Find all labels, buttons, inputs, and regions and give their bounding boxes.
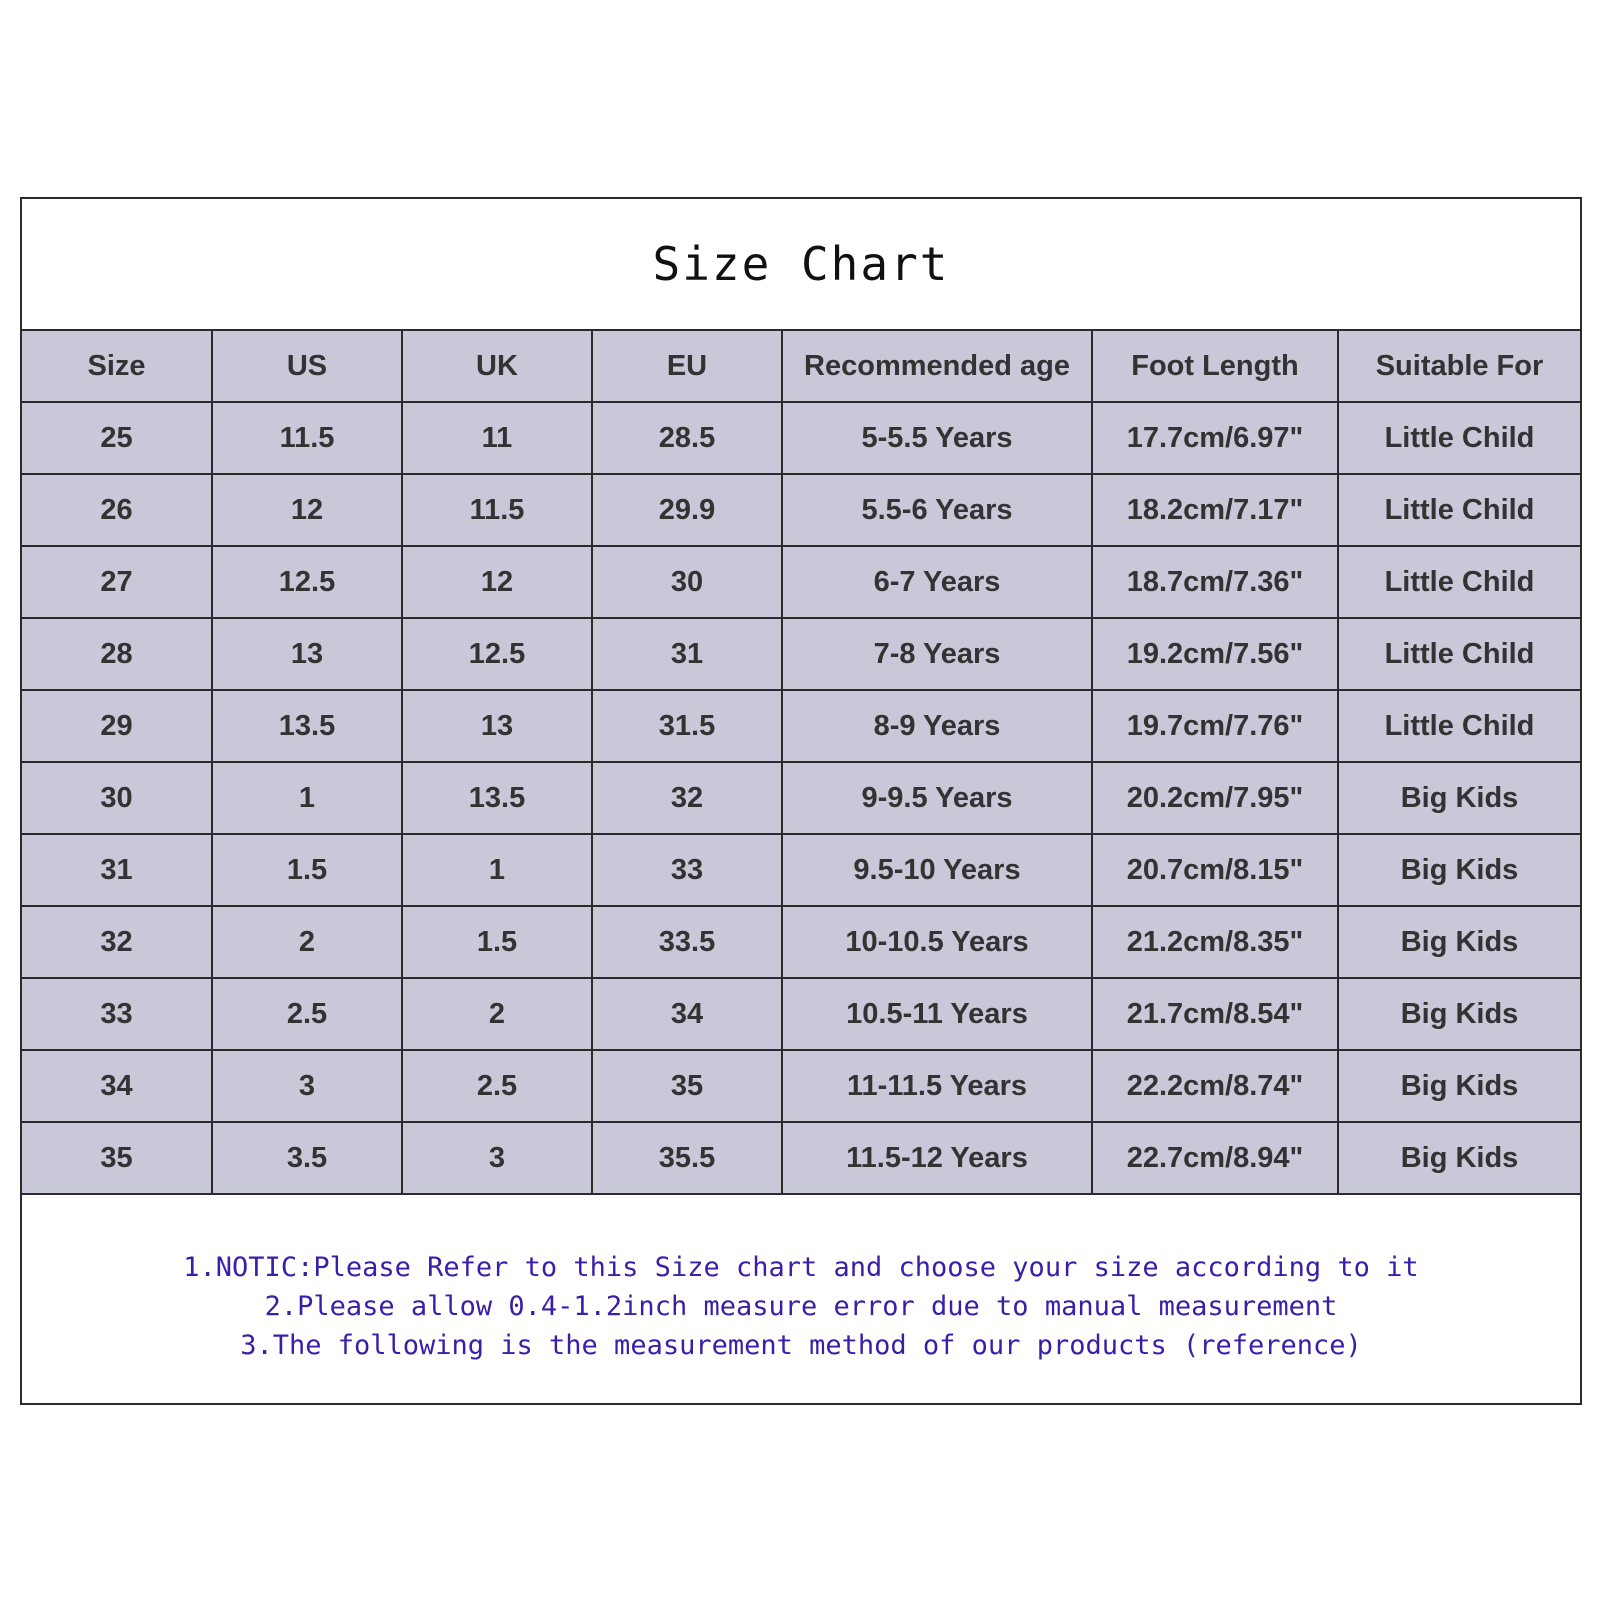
column-header: EU [592,330,782,402]
table-cell: Little Child [1338,402,1580,474]
table-cell: 21.7cm/8.54" [1092,978,1338,1050]
table-cell: 12 [212,474,402,546]
table-cell: 11.5 [402,474,592,546]
table-cell: 12.5 [402,618,592,690]
table-row [22,690,1580,762]
table-cell: 2 [402,978,592,1050]
table-cell: 8-9 Years [782,690,1092,762]
table-cell: 20.2cm/7.95" [1092,762,1338,834]
header-row [22,330,1580,402]
table-cell: 11 [402,402,592,474]
table-row [22,978,1580,1050]
table-cell: Big Kids [1338,834,1580,906]
table-cell: 12 [402,546,592,618]
notes [22,1248,1580,1365]
table-cell: 28.5 [592,402,782,474]
table-cell: 7-8 Years [782,618,1092,690]
table-cell: 33 [22,978,212,1050]
column-header: UK [402,330,592,402]
table-row [22,1050,1580,1122]
table-cell: 31 [22,834,212,906]
table-cell: 33 [592,834,782,906]
table-row [22,1122,1580,1194]
table-cell: 11-11.5 Years [782,1050,1092,1122]
column-header: Size [22,330,212,402]
table-cell: 25 [22,402,212,474]
table-cell: 33.5 [592,906,782,978]
table-cell: 10-10.5 Years [782,906,1092,978]
table-cell: Big Kids [1338,1122,1580,1194]
table-cell: Little Child [1338,546,1580,618]
table-cell: Little Child [1338,618,1580,690]
table-cell: 27 [22,546,212,618]
size-table [22,329,1580,1195]
note-2: 2.Please allow 0.4-1.2inch measure error due to manual measurement [264,1291,1338,1322]
table-cell: 17.7cm/6.97" [1092,402,1338,474]
note-1: 1.NOTIC:Please Refer to this Size chart and choose your size according to it [183,1252,1419,1283]
table-cell: 19.2cm/7.56" [1092,618,1338,690]
table-cell: 32 [22,906,212,978]
table-cell: 3 [402,1122,592,1194]
table-cell: 32 [592,762,782,834]
table-cell: 28 [22,618,212,690]
table-cell: 11.5-12 Years [782,1122,1092,1194]
table-cell: Little Child [1338,474,1580,546]
table-cell: 13 [212,618,402,690]
table-row [22,474,1580,546]
table-cell: 5.5-6 Years [782,474,1092,546]
table-cell: 11.5 [212,402,402,474]
table-cell: 34 [22,1050,212,1122]
table-cell: 31.5 [592,690,782,762]
table-cell: 29.9 [592,474,782,546]
table-cell: 6-7 Years [782,546,1092,618]
table-row [22,762,1580,834]
column-header: US [212,330,402,402]
table-cell: 18.2cm/7.17" [1092,474,1338,546]
table-cell: 9-9.5 Years [782,762,1092,834]
table-cell: 2 [212,906,402,978]
column-header: Suitable For [1338,330,1580,402]
table-cell: 1 [402,834,592,906]
table-cell: 10.5-11 Years [782,978,1092,1050]
table-cell: 2.5 [402,1050,592,1122]
table-cell: 5-5.5 Years [782,402,1092,474]
table-cell: 35 [592,1050,782,1122]
table-cell: 19.7cm/7.76" [1092,690,1338,762]
table-cell: 9.5-10 Years [782,834,1092,906]
table-cell: Big Kids [1338,762,1580,834]
chart-title: Size Chart [652,237,950,291]
table-cell: Little Child [1338,690,1580,762]
table-cell: 20.7cm/8.15" [1092,834,1338,906]
size-chart-frame [20,197,1582,1405]
table-cell: 12.5 [212,546,402,618]
table-cell: Big Kids [1338,906,1580,978]
table-cell: 30 [22,762,212,834]
table-cell: 1.5 [212,834,402,906]
table-row [22,402,1580,474]
table-cell: 22.7cm/8.94" [1092,1122,1338,1194]
table-cell: 31 [592,618,782,690]
table-cell: 1 [212,762,402,834]
table-cell: 30 [592,546,782,618]
table-row [22,618,1580,690]
table-cell: 34 [592,978,782,1050]
table-cell: 22.2cm/8.74" [1092,1050,1338,1122]
table-cell: 1.5 [402,906,592,978]
table-cell: 13.5 [212,690,402,762]
table-cell: 3 [212,1050,402,1122]
table-cell: 35 [22,1122,212,1194]
table-cell: 2.5 [212,978,402,1050]
column-header: Recommended age [782,330,1092,402]
table-cell: 21.2cm/8.35" [1092,906,1338,978]
table-cell: 3.5 [212,1122,402,1194]
table-row [22,834,1580,906]
table-cell: 26 [22,474,212,546]
note-3: 3.The following is the measurement method of our products (reference) [240,1330,1362,1361]
table-cell: 35.5 [592,1122,782,1194]
table-cell: 18.7cm/7.36" [1092,546,1338,618]
table-row [22,906,1580,978]
table-cell: 13 [402,690,592,762]
table-cell: Big Kids [1338,1050,1580,1122]
column-header: Foot Length [1092,330,1338,402]
table-cell: 13.5 [402,762,592,834]
table-cell: 29 [22,690,212,762]
table-row [22,546,1580,618]
table-body [22,402,1580,1194]
table-cell: Big Kids [1338,978,1580,1050]
